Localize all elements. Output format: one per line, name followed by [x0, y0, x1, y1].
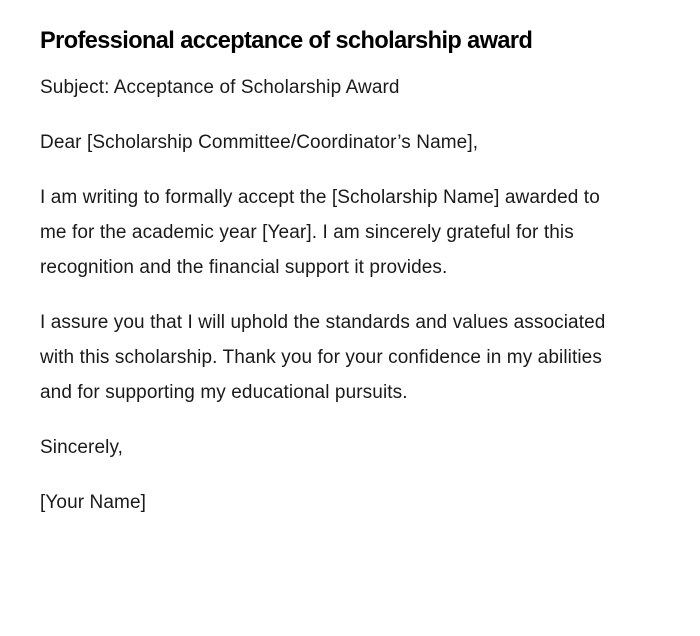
salutation: Dear [Scholarship Committee/Coordinator’s Name], [40, 132, 479, 153]
letter-document [40, 24, 630, 540]
signature: [Your Name] [40, 492, 147, 513]
subject-line: Subject: Acceptance of Scholarship Award [40, 77, 400, 98]
body-paragraph-acceptance: I am writing to formally accept the [Scholarship Name] awarded to me for the academic year [Year]. I am sincerely grateful for this recognition and the financial support it provides. [40, 187, 600, 278]
document-title: Professional acceptance of scholarship award [40, 27, 533, 54]
closing: Sincerely, [40, 437, 124, 458]
body-paragraph-assurance: I assure you that I will uphold the standards and values associated with this scholarship. Thank you for your confidence in my abilities and for supporting my educational pursuits. [40, 312, 606, 403]
